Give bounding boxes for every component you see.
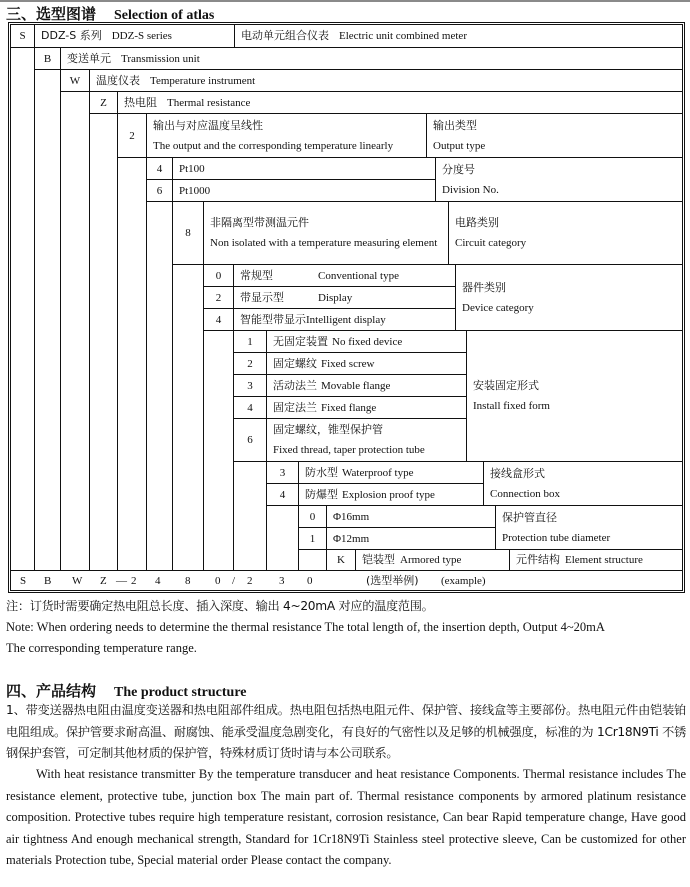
section-3-title-cn: 三、选型图谱 — [6, 5, 97, 23]
code-connection-0: 3 — [266, 461, 298, 483]
element-label: 铠装型 Armored type — [355, 549, 509, 570]
row-s-category: 电动单元组合仪表 Electric unit combined meter — [234, 24, 683, 47]
code-device-2: 4 — [203, 308, 233, 330]
section-4-title-en: The product structure — [114, 685, 247, 700]
code-diameter-0: 0 — [298, 505, 326, 527]
code-division-0: 4 — [146, 157, 172, 179]
code-connection-1: 4 — [266, 483, 298, 505]
connection-option-1: 防爆型 Explosion proof type — [298, 483, 483, 505]
col-b-spacer — [34, 69, 60, 570]
install-category: 安装固定形式 Install fixed form — [466, 330, 683, 461]
code-circuit: 8 — [172, 201, 203, 264]
note-cn: 注：订货时需要确定热电阻总长度、插入深度、输出 4~20mA 对应的温度范围。 — [6, 599, 434, 613]
device-option-2: 智能型带显示 Intelligent display — [233, 308, 455, 330]
code-z: Z — [89, 91, 117, 113]
code-diameter-1: 1 — [298, 527, 326, 549]
col-division-spacer — [146, 201, 172, 570]
section-4-title — [6, 680, 247, 701]
code-b: B — [34, 47, 60, 69]
circuit-category: 电路类别 Circuit category — [448, 201, 683, 264]
col-device-spacer — [203, 330, 233, 570]
note-en-line2: The corresponding temperature range. — [6, 641, 197, 655]
code-device-0: 0 — [203, 264, 233, 286]
code-install-0: 1 — [233, 330, 266, 352]
row-w-label: 温度仪表 Temperature instrument — [89, 69, 683, 91]
col-circuit-spacer — [172, 264, 203, 570]
output-type-label: 输出与对应温度呈线性 The output and the corresponding temperature linearly — [146, 113, 426, 157]
code-s: S — [10, 24, 34, 47]
col-output-spacer — [117, 157, 146, 570]
table-grid — [11, 25, 682, 590]
device-option-0: 常规型 Conventional type — [233, 264, 455, 286]
section-4-title-cn: 四、产品结构 — [6, 682, 97, 700]
code-install-3: 4 — [233, 396, 266, 418]
element-category: 元件结构 Element structure — [509, 549, 683, 570]
division-option-1: Pt1000 — [172, 179, 435, 201]
code-division-1: 6 — [146, 179, 172, 201]
install-option-4: 固定螺纹，锥型保护管 Fixed thread, taper protection tube — [266, 418, 466, 461]
note-en-line1: Note: When ordering needs to determine the thermal resistance The total length of, the insertion depth, Output 4~20mA — [6, 620, 605, 634]
circuit-label: 非隔离型带测温元件 Non isolated with a temperature measuring element — [203, 201, 448, 264]
row-b-label: 变送单元 Transmission unit — [60, 47, 683, 69]
install-option-3: 固定法兰 Fixed flange — [266, 396, 466, 418]
install-option-1: 固定螺纹 Fixed screw — [266, 352, 466, 374]
row-z-label: 热电阻 Thermal resistance — [117, 91, 683, 113]
col-s-spacer — [10, 47, 34, 570]
install-option-2: 活动法兰 Movable flange — [266, 374, 466, 396]
install-option-0: 无固定装置 No fixed device — [266, 330, 466, 352]
device-category: 器件类别 Device category — [455, 264, 683, 330]
code-device-1: 2 — [203, 286, 233, 308]
division-category: 分度号 Division No. — [435, 157, 683, 201]
code-output-type: 2 — [117, 113, 146, 157]
connection-category: 接线盒形式 Connection box — [483, 461, 683, 505]
col-connection-spacer — [266, 505, 298, 570]
row-s-label: DDZ-S 系列 DDZ-S series — [34, 24, 234, 47]
section-4-paragraph-en: With heat resistance transmitter By the temperature transducer and heat resistance Components. Thermal resistance includes The resistance element, protective tube, junction box The main part of. Thermal resistance components by armored platinum resistance composition. Protective tubes require high temperature resistant, corrosion resistance, Can bear Rapid temperature change, Have good air tightness And enough mechanical strength, Standard for 1Cr18N9Ti Stainless steel protective sleeve, Can be customized for other materials Protection tube, Special material order Please contact the company. — [6, 767, 686, 867]
device-option-1: 带显示型 Display — [233, 286, 455, 308]
code-install-2: 3 — [233, 374, 266, 396]
top-divider — [0, 0, 690, 2]
col-install-spacer — [233, 461, 266, 570]
selection-table — [8, 22, 685, 593]
diameter-category: 保护管直径 Protection tube diameter — [495, 505, 683, 549]
col-w-spacer — [60, 91, 89, 570]
output-type-category: 输出类型 Output type — [426, 113, 683, 157]
section-3-title-en: Selection of atlas — [114, 8, 215, 23]
col-diameter-spacer — [298, 549, 326, 570]
code-w: W — [60, 69, 89, 91]
col-z-spacer — [89, 113, 117, 570]
example-row: S B W Z — 2 4 8 0 / 2 3 0 (选型举例) (example) — [10, 570, 683, 591]
diameter-option-1: Φ12mm — [326, 527, 495, 549]
diameter-option-0: Φ16mm — [326, 505, 495, 527]
section-4-paragraph-cn: 1、带变送器热电阻由温度变送器和热电阻部件组成。热电阻包括热电阻元件、保护管、接线盒等主要部份。热电阻元件由铠装铂电阻组成。保护管要求耐高温、耐腐蚀、能承受温度急剧变化，有良好的气密性以及足够的机械强度，标准的为 1Cr18N9Ti 不锈钢保护套管，可定制其他材质的保护管，特殊材质订货时请与本公司联系。 — [6, 703, 686, 760]
division-option-0: Pt100 — [172, 157, 435, 179]
code-install-1: 2 — [233, 352, 266, 374]
code-element: K — [326, 549, 355, 570]
section-3-title — [6, 3, 214, 24]
connection-option-0: 防水型 Waterproof type — [298, 461, 483, 483]
code-install-4: 6 — [233, 418, 266, 461]
